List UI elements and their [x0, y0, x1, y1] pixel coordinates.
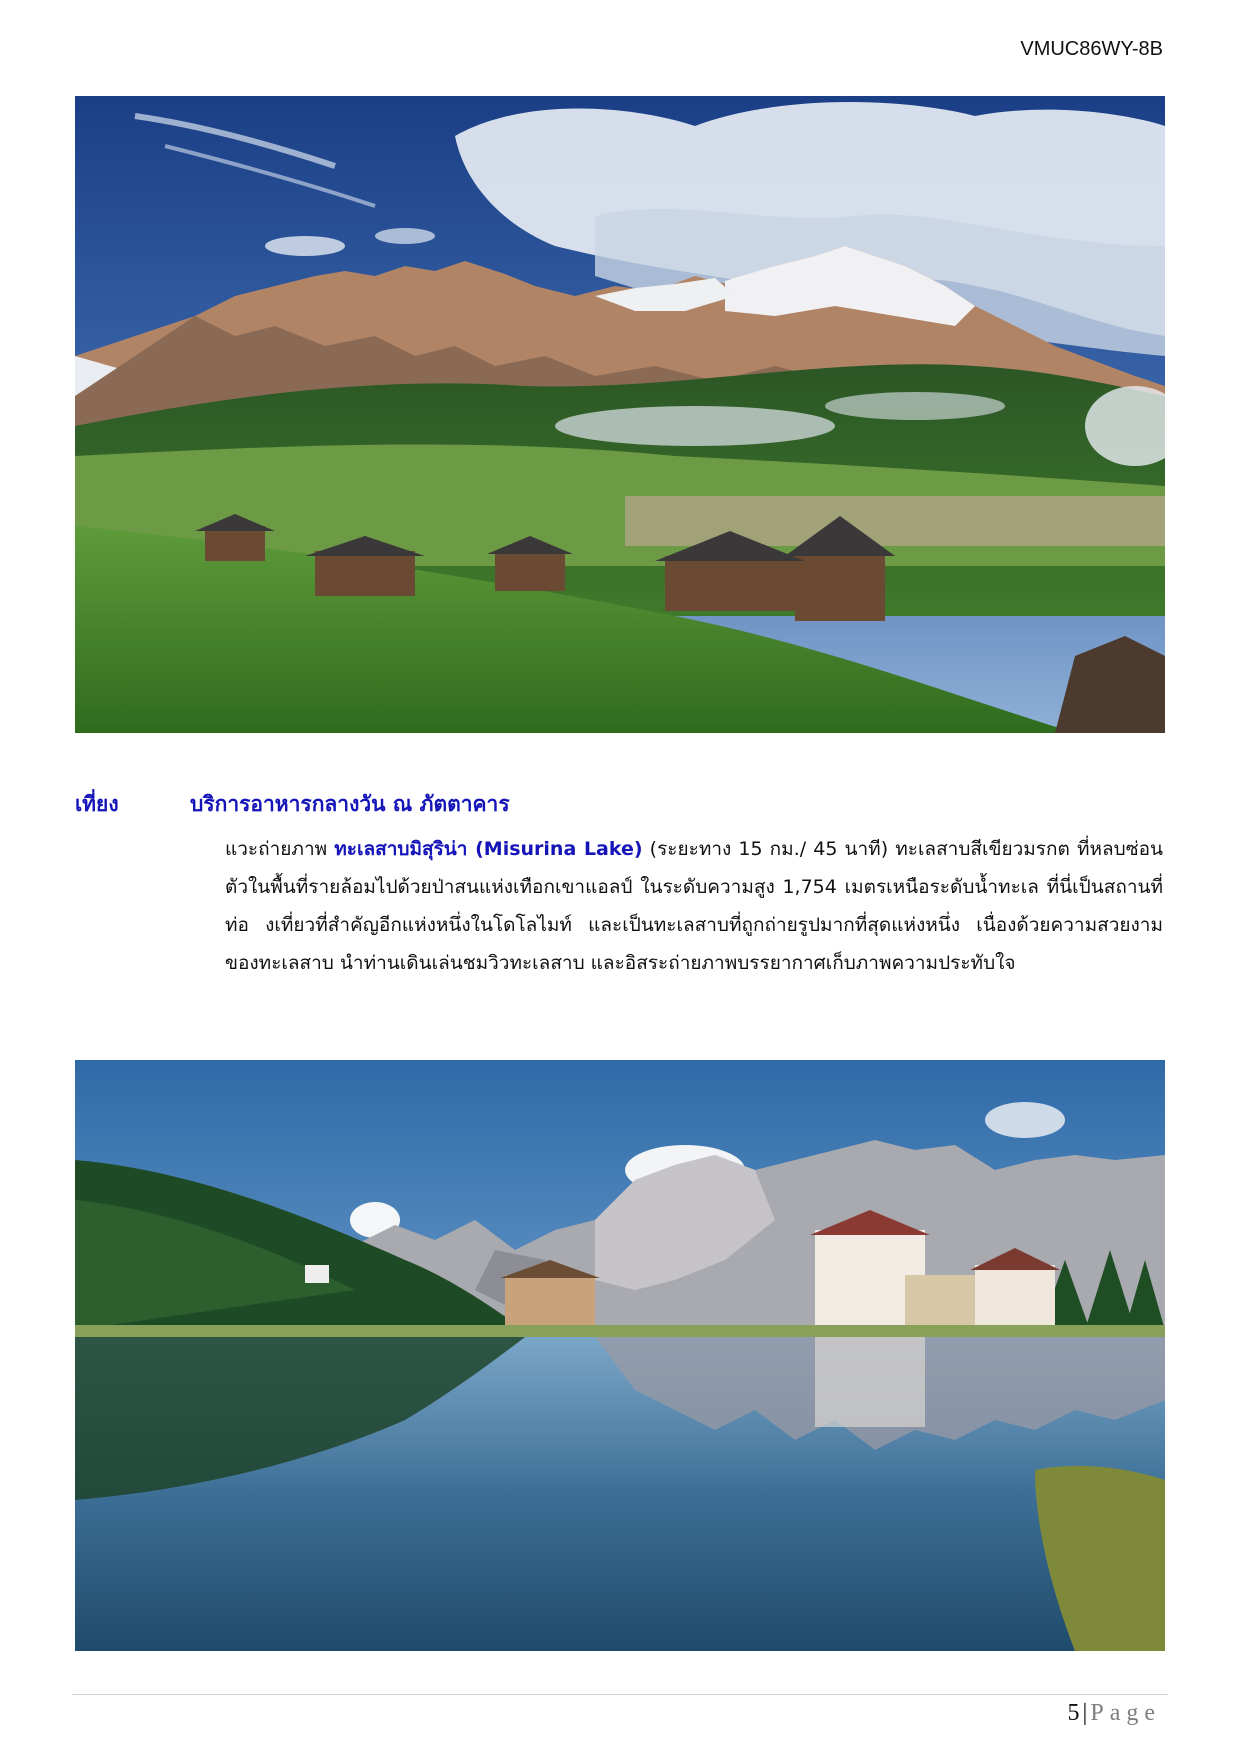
page-number-separator: |	[1082, 1700, 1088, 1726]
page-number-value: 5	[1067, 1700, 1080, 1726]
attraction-name: ทะเลสาบมิสุริน่า (Misurina Lake)	[334, 838, 643, 860]
page-word: Page	[1090, 1700, 1161, 1726]
meal-description: บริการอาหารกลางวัน ณ ภัตตาคาร	[190, 792, 510, 816]
paragraph-intro: แวะถ่ายภาพ	[225, 838, 335, 860]
meal-time-label: เที่ยง	[75, 792, 119, 816]
page-number	[1068, 1700, 1161, 1727]
attraction-paragraph	[225, 830, 1163, 982]
mountain-village-photo	[75, 96, 1165, 733]
misurina-lake-photo	[75, 1060, 1165, 1651]
paragraph-body: (ระยะทาง 15 กม./ 45 นาที) ทะเลสาบสีเขียวมรกต ที่หลบซ่อนตัวในพื้นที่รายล้อมไปด้วยป่าสนแห่งเทือกเขาแอลป์ ในระดับความสูง 1,754 เมตรเหนือระดับน้ำทะเล ที่นี่เป็นสถานที่ท่อ งเที่ยวที่สำคัญอีกแห่งหนึ่งในโดโลไมท์ และเป็นทะเลสาบที่ถูกถ่ายรูปมากที่สุดแห่งหนึ่ง เนื่องด้วยความสวยงามของทะเลสาบ นำท่านเดินเล่นชมวิวทะเลสาบ และอิสระถ่ายภาพบรรยากาศเก็บภาพความประทับใจ	[225, 838, 1164, 974]
document-code: VMUC86WY-8B	[1020, 38, 1163, 60]
footer-divider	[72, 1694, 1168, 1695]
